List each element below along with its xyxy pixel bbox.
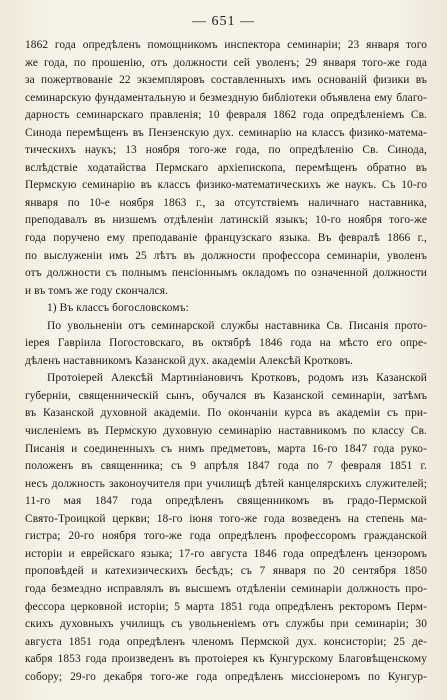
section-heading: 1) Въ классъ богословскомъ:: [47, 302, 189, 315]
text-line: и въ томъ же году скончался.: [25, 284, 169, 297]
text-line: по выслуженіи имъ 25 лѣтъ въ должности профессора семинаріи, уволенъ: [25, 249, 427, 262]
text-line: отъ должности съ полнымъ пенсіоннымъ окладомъ по означенной должности: [25, 267, 427, 280]
text-line: за пожертвованіе 22 экземпляровъ составленныхъ имъ основаній физики въ: [25, 74, 427, 87]
text-line: По увольненіи отъ семинарской службы наставника Св. Писанія прото-: [47, 319, 427, 332]
text-line: Свято-Троицкой церкви; 18-го іюня того-же года возведенъ на степень ма-: [25, 512, 427, 525]
text-line: губерніи, священническій сынъ, обучался въ Казанской семинаріи, затѣмъ: [25, 389, 427, 402]
text-line: 1862 года опредѣленъ помощникомъ инспектора семинаріи; 23 января того: [25, 39, 427, 51]
text-line: численіемъ въ Пермскую духовную семинарію наставникомъ по классу Св.: [25, 425, 427, 438]
text-line: Писанія и соединенныхъ съ нимъ предметовъ, марта 16-го 1847 года руко-: [25, 442, 427, 455]
body-text: [25, 37, 427, 686]
text-line: гистра; 20-го ноября того-же года опредѣленъ профессоромъ гражданской: [25, 530, 427, 543]
text-line: іерея Гавріила Погостовскаго, въ октябрѣ 1846 года на мѣсто его опре-: [25, 337, 427, 350]
text-line: исторіи и еврейскаго языка; 17-го августа 1846 года опредѣленъ цензоромъ: [25, 547, 427, 560]
text-line: Протоіерей Алексѣй Мартиніановичъ Кротковъ, родомъ изъ Казанской: [47, 372, 427, 385]
page-number: — 651 —: [192, 14, 255, 29]
text-line: собору; 29-го декабря того-же года опредѣленъ миссіонеромъ по Кунгур-: [25, 670, 427, 683]
text-line: 11-го мая 1847 года опредѣленъ священникомъ въ градо-Пермской: [25, 495, 427, 508]
text-line: года безмездно исправлялъ въ высшемъ отдѣленіи семинаріи должность про-: [25, 582, 427, 595]
text-line: года поручено ему преподаваніе французскаго языка. Въ февралѣ 1866 г.,: [25, 232, 427, 245]
text-line: въ Казанской духовной академіи. По окончаніи курса въ академіи съ при-: [25, 407, 427, 420]
text-line: тическихъ наукъ; 13 ноября того-же года, по опредѣленію Св. Синода,: [25, 144, 427, 157]
text-line: дѣленъ наставникомъ Казанской дух. академіи Алексѣй Кротковъ.: [25, 354, 354, 367]
text-line: несъ должность законоучителя при училищѣ дѣтей канцелярскихъ служителей;: [25, 477, 427, 490]
text-line: дарность семинарскаго правленія; 10 февраля 1862 года опредѣленіемъ Св.: [25, 109, 427, 122]
text-line: кабря 1853 года произведенъ въ протоіерея къ Кунгурскому Благовѣщенскому: [25, 653, 427, 666]
text-line: преподавалъ въ низшемъ отдѣленіи латинскій языкъ; 10-го ноября того-же: [25, 214, 427, 227]
text-line: августа 1851 года опредѣленъ членомъ Пермской дух. консисторіи; 25 де-: [25, 635, 427, 648]
text-line: Синода перемѣщенъ въ Пензенскую дух. семинарію на классъ физико-матема-: [25, 126, 427, 139]
text-line: фессора церковной исторіи; 5 марта 1851 года опредѣленъ ректоромъ Перм-: [25, 600, 427, 613]
text-line: положенъ въ священника; съ 9 апрѣля 1847 года по 7 февраля 1851 г.: [25, 460, 427, 473]
text-line: же года, по прошенію, отъ должности сей уволенъ; 29 января того-же года: [25, 56, 427, 69]
text-line: семинарскую фундаментальную и безмездную библіотеки объявлена ему благо-: [25, 91, 427, 104]
text-line: января по 10-е ноября 1863 г., за отсутствіемъ наличнаго наставника,: [25, 196, 427, 209]
text-line: скихъ духовныхъ училищъ съ увольненіемъ отъ службы при семинаріи; 30: [25, 618, 427, 631]
text-line: вслѣдствіе ходатайства Пермскаго архіепископа, перемѣщенъ обратно въ: [25, 161, 427, 174]
text-line: Пермскую семинарію въ классъ физико-математическихъ же наукъ. Съ 10-го: [25, 179, 427, 192]
text-line: проповѣдей и катехизическихъ бесѣдъ; съ 7 января по 20 сентября 1850: [25, 565, 427, 578]
